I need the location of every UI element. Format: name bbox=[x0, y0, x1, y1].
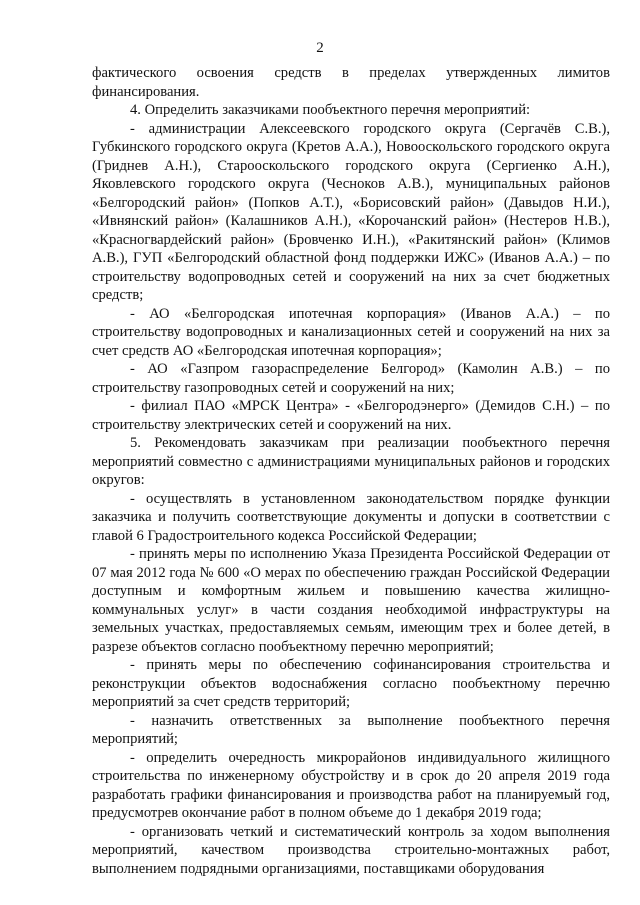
page-number: 2 bbox=[316, 40, 324, 56]
paragraph-gazprom: - АО «Газпром газораспределение Белгород» (Камолин А.В.) – по строительству газопроводных сетей и сооружений на них; bbox=[92, 361, 610, 396]
paragraph-decree-600: - принять меры по исполнению Указа Президента Российской Федерации от 07 мая 2012 года № 600 «О мерах по обеспечению граждан Российской Федерации доступным и комфортным жильем и повышению качества жилищно-коммунальных услуг» в части создания необходимой инфраструктуры на земельных участках, предоставляемых семьям, имеющим трех и более детей, в разрезе объектов согласно пообъектному перечню мероприятий; bbox=[92, 546, 610, 655]
paragraph-customer-functions: - осуществлять в установленном законодательством порядке функции заказчика и получить соответствующие документы и допуски в соответствии с главой 6 Градостроительного кодекса Российской Федерации; bbox=[92, 490, 610, 544]
document-body bbox=[92, 64, 610, 878]
paragraph-continuation: фактического освоения средств в пределах утвержденных лимитов финансирования. bbox=[92, 65, 610, 100]
paragraph-control: - организовать четкий и систематический контроль за ходом выполнения мероприятий, качеством производства строительно-монтажных работ, выполнением подрядными организациями, поставщиками оборудования bbox=[92, 823, 610, 877]
paragraph-cofinancing: - принять меры по обеспечению софинансирования строительства и реконструкции объектов водоснабжения согласно пообъектному перечню мероприятий за счет средств территорий; bbox=[92, 657, 610, 710]
paragraph-mrsk: - филиал ПАО «МРСК Центра» - «Белгородэнерго» (Демидов С.Н.) – по строительству электрических сетей и сооружений на них. bbox=[92, 398, 610, 433]
paragraph-item-5: 5. Рекомендовать заказчикам при реализации пообъектного перечня мероприятий совместно с администрациями муниципальных районов и городских округов: bbox=[92, 435, 610, 488]
paragraph-mortgage-corp: - АО «Белгородская ипотечная корпорация» (Иванов А.А.) – по строительству водопроводных и канализационных сетей и сооружений на них за счет средств АО «Белгородская ипотечная корпорация»; bbox=[92, 305, 610, 359]
paragraph-item-4: 4. Определить заказчиками пообъектного перечня мероприятий: bbox=[130, 102, 531, 118]
paragraph-responsible: - назначить ответственных за выполнение пообъектного перечня мероприятий; bbox=[92, 712, 610, 747]
paragraph-administrations: - администрации Алексеевского городского округа (Сергачёв С.В.), Губкинского городского округа (Кретов А.А.), Новооскольского городского округа (Гриднев А.Н.), Старооскольского городского округа (Сергиенко А.Н.), Яковлевского городского округа (Чесноков А.В.), муниципальных районов «Белгородский район» (Попков А.Т.), «Борисовский район» (Давыдов Н.И.), «Ивнянский район» (Калашников А.Н.), «Корочанский район» (Нестеров Н.В.), «Красногвардейский район» (Бровченко И.Н.), «Ракитянский район» (Климов А.В.), ГУП «Белгородский областной фонд поддержки ИЖС» (Иванов А.А.) – по строительству водопроводных сетей и сооружений на них за счет бюджетных средств; bbox=[92, 120, 610, 303]
paragraph-schedule: - определить очередность микрорайонов индивидуального жилищного строительства по инженерному обустройству и в срок до 20 апреля 2019 года разработать графики финансирования и производства работ на планируемый год, предусмотрев окончание работ в полном объеме до 1 декабря 2019 года; bbox=[92, 749, 610, 821]
